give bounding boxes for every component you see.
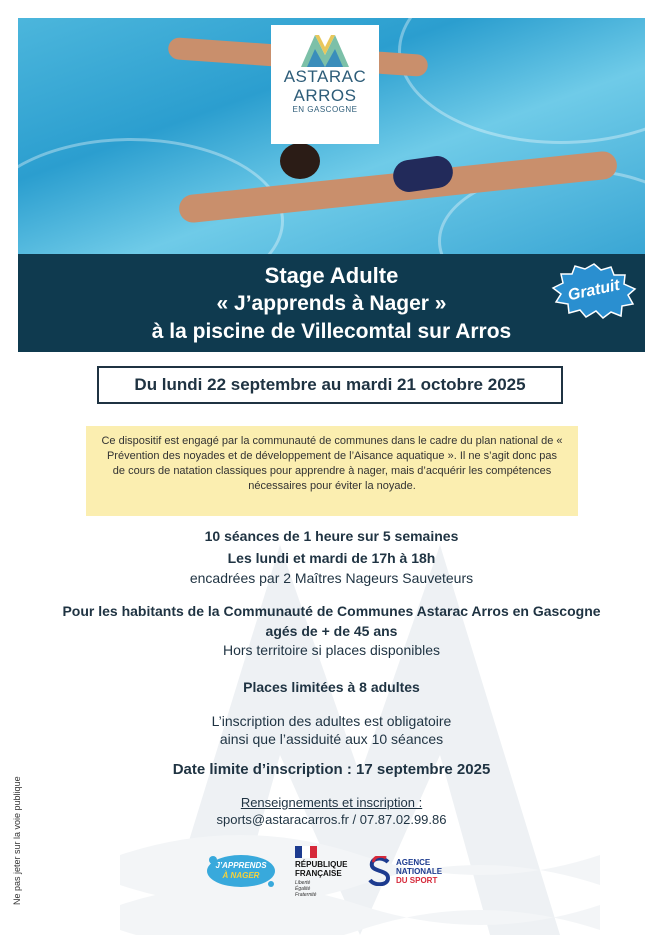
swimmer-head [280, 143, 320, 179]
places-text: Places limitées à 8 adultes [243, 679, 420, 695]
french-flag-icon [295, 846, 317, 858]
mandatory-text-1: L’inscription des adultes est obligatoire [211, 713, 452, 729]
rf-motto-1: Liberté [295, 880, 311, 886]
rf-motto-2: Égalité [295, 886, 311, 892]
japprends-a-nager-logo [205, 852, 277, 890]
agence-nationale-du-sport-logo [368, 852, 458, 892]
dates-box: Du lundi 22 septembre au mardi 21 octobre 2025 [97, 366, 563, 404]
banner-title: Stage Adulte [264, 263, 399, 288]
gratuit-badge [551, 262, 637, 320]
logo-line-3: EN GASCOGNE [292, 105, 358, 114]
banner-subtitle: « J’apprends à Nager » [216, 292, 447, 315]
water-ripple [398, 18, 645, 144]
japprends-line-1: J’APPRENDS [215, 861, 267, 870]
rf-motto-3: Fraternité [295, 892, 317, 898]
ans-line-3: DU SPORT [396, 876, 438, 885]
japprends-line-2: À NAGER [222, 871, 260, 880]
mandatory-text-2: ainsi que l’assiduité aux 10 séances [219, 731, 444, 747]
logo-line-2: ARROS [293, 86, 357, 105]
badge-label: Gratuit [566, 276, 622, 305]
rf-line-1: RÉPUBLIQUE [295, 860, 348, 869]
info-box: Ce dispositif est engagé par la communauté de communes dans le cadre du plan national de « Prévention des noyades et de développement de l’Aisance aquatique ». Il ne s’agit donc pas de cours de natation classiques pour apprendre à nager, mais d’acquérir les compétences nécessaires pour éviter la noyade. [86, 426, 578, 516]
age-text: agés de + de 45 ans [265, 623, 398, 639]
ans-s-icon [368, 856, 392, 886]
ans-line-1: AGENCE [396, 858, 431, 867]
outside-text: Hors territoire si places disponibles [222, 642, 441, 658]
residents-text: Pour les habitants de la Communauté de Communes Astarac Arros en Gascogne [62, 603, 601, 619]
republique-francaise-logo [292, 846, 364, 902]
schedule-text: Les lundi et mardi de 17h à 18h [227, 550, 436, 566]
side-note: Ne pas jeter sur la voie publique [12, 776, 22, 905]
ans-line-2: NATIONALE [396, 867, 443, 876]
astarac-arros-logo [271, 25, 379, 144]
deadline-text: Date limite d’inscription : 17 septembre 2025 [172, 761, 491, 778]
mountain-logo-icon [301, 33, 349, 67]
sessions-text: 10 séances de 1 heure sur 5 semaines [204, 528, 459, 544]
rf-line-2: FRANÇAISE [295, 869, 342, 878]
banner-location: à la piscine de Villecomtal sur Arros [151, 320, 512, 343]
supervision-text: encadrées par 2 Maîtres Nageurs Sauveteurs [189, 570, 474, 586]
contact-link[interactable]: sports@astaracarros.fr / 07.87.02.99.86 [216, 812, 447, 827]
logo-line-1: ASTARAC [283, 67, 367, 86]
contact-title: Renseignements et inscription : [240, 795, 423, 810]
